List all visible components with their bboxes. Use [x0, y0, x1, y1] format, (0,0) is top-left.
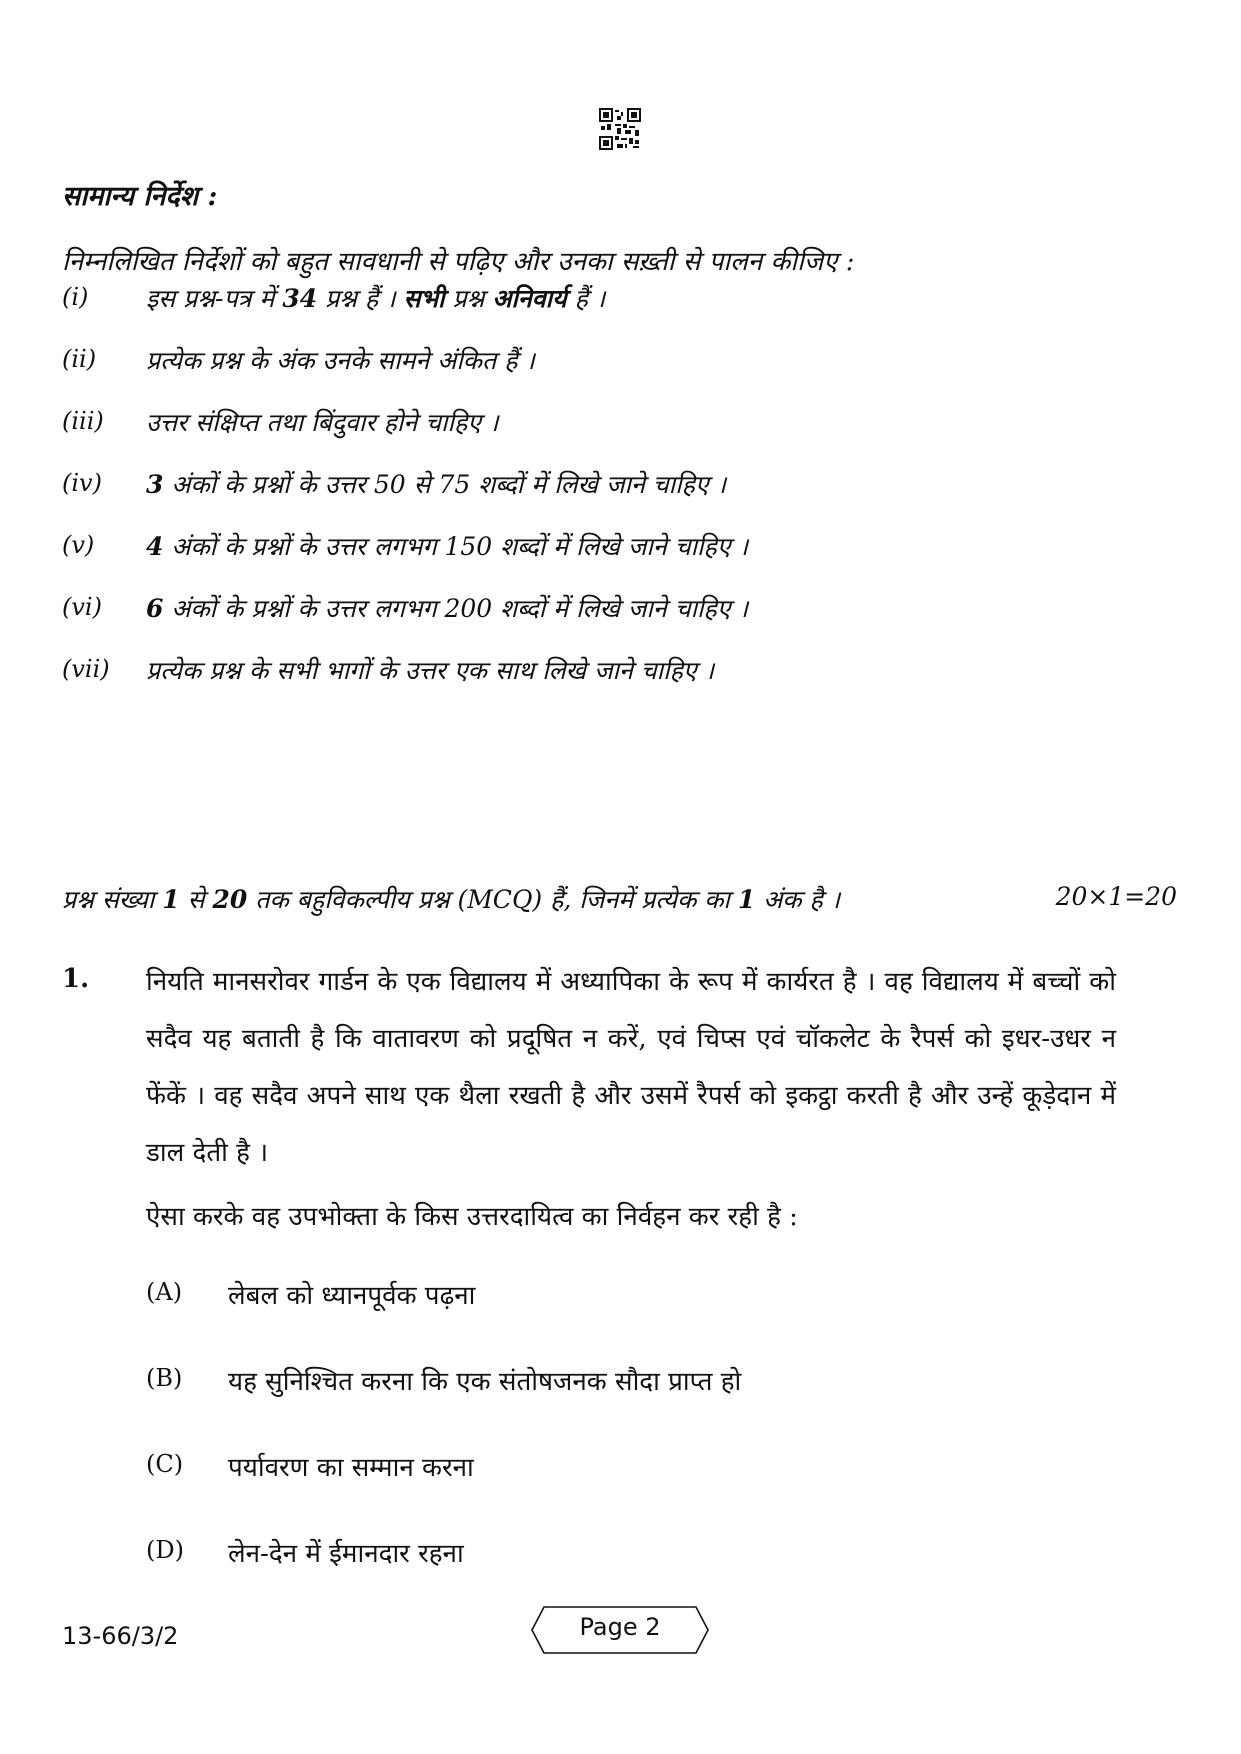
text-run: प्रत्येक प्रश्न के सभी भागों के उत्तर एक साथ लिखे जाने चाहिए । — [146, 656, 715, 685]
emphasis-text: 1 — [737, 885, 756, 914]
instruction-text — [146, 529, 748, 563]
text-run: तक बहुविकल्पीय प्रश्न (MCQ) हैं, जिनमें प्रत्येक का — [247, 885, 738, 914]
section-marks: 20×1=20 — [1055, 882, 1177, 911]
question-number: 1. — [62, 964, 90, 994]
text-run: प्रश्न संख्या — [62, 885, 163, 914]
text-run: उत्तर संक्षिप्त तथा बिंदुवार होने चाहिए । — [146, 408, 499, 437]
instruction-number: (i) — [62, 283, 89, 311]
question-text: नियति मानसरोवर गार्डन के एक विद्यालय में अध्यापिका के रूप में कार्यरत है । वह विद्यालय में बच्चों को सदैव यह बताती है कि वातावरण को प्रदूषित न करें, एवं चिप्स एवं चॉकलेट के रैपर्स को इधर-उधर न फेंकें । वह सदैव अपने साथ एक थैला रखती है और उसमें रैपर्स को इकट्ठा करती है और उन्हें कूड़ेदान में डाल देती है । — [146, 967, 1116, 1168]
general-instructions-heading: सामान्य निर्देश : — [62, 181, 218, 212]
instruction-number: (v) — [62, 531, 95, 559]
option-text: लेबल को ध्यानपूर्वक पढ़ना — [228, 1281, 476, 1311]
option-text: यह सुनिश्चित करना कि एक संतोषजनक सौदा प्राप्त हो — [228, 1367, 742, 1397]
instruction-text — [146, 467, 726, 501]
paper-code: 13-66/3/2 — [62, 1622, 179, 1650]
option-label: (D) — [146, 1536, 184, 1564]
question-prompt: ऐसा करके वह उपभोक्ता के किस उत्तरदायित्व का निर्वहन कर रही है : — [146, 1202, 798, 1232]
text-run: प्रश्न हैं । — [317, 284, 404, 313]
option-label: (A) — [146, 1278, 183, 1306]
text-run: प्रश्न — [444, 284, 493, 313]
instruction-text — [146, 653, 714, 687]
option-text: लेन-देन में ईमानदार रहना — [228, 1539, 464, 1569]
instruction-text — [146, 281, 605, 315]
instruction-text — [146, 405, 498, 439]
emphasis-text: 34 — [282, 284, 318, 313]
instruction-text — [146, 343, 535, 377]
emphasis-text: सभी — [403, 284, 445, 313]
instructions-intro: निम्नलिखित निर्देशों को बहुत सावधानी से पढ़िए और उनका सख़्ती से पालन कीजिए : — [62, 247, 855, 277]
text-run: हैं । — [566, 284, 606, 313]
instruction-number: (iv) — [62, 469, 102, 497]
page-number: Page 2 — [579, 1613, 661, 1641]
mcq-section-header — [62, 882, 840, 916]
text-run: प्रत्येक प्रश्न के अंक उनके सामने अंकित हैं । — [146, 346, 535, 375]
text-run: अंकों के प्रश्नों के उत्तर लगभग 200 शब्दों में लिखे जाने चाहिए । — [163, 594, 749, 623]
instruction-number: (vii) — [62, 655, 110, 683]
text-run: से — [179, 885, 213, 914]
option-text: पर्यावरण का सम्मान करना — [228, 1453, 474, 1483]
text-run: इस प्रश्न-पत्र में — [146, 284, 283, 313]
text-run: अंक है । — [755, 885, 841, 914]
emphasis-text: 6 — [146, 594, 164, 623]
qr-code — [599, 108, 641, 150]
text-run: अंकों के प्रश्नों के उत्तर लगभग 150 शब्दों में लिखे जाने चाहिए । — [163, 532, 749, 561]
emphasis-text: 1 — [162, 885, 180, 914]
emphasis-text: अनिवार्य — [492, 284, 567, 313]
instruction-number: (vi) — [62, 593, 102, 621]
option-label: (B) — [146, 1364, 183, 1392]
emphasis-text: 4 — [146, 532, 164, 561]
option-label: (C) — [146, 1450, 184, 1478]
instruction-text — [146, 591, 748, 625]
text-run: अंकों के प्रश्नों के उत्तर 50 से 75 शब्दों में लिखे जाने चाहिए । — [163, 470, 727, 499]
instruction-number: (iii) — [62, 407, 104, 435]
instruction-number: (ii) — [62, 345, 97, 373]
emphasis-text: 20 — [212, 885, 248, 914]
emphasis-text: 3 — [146, 470, 164, 499]
